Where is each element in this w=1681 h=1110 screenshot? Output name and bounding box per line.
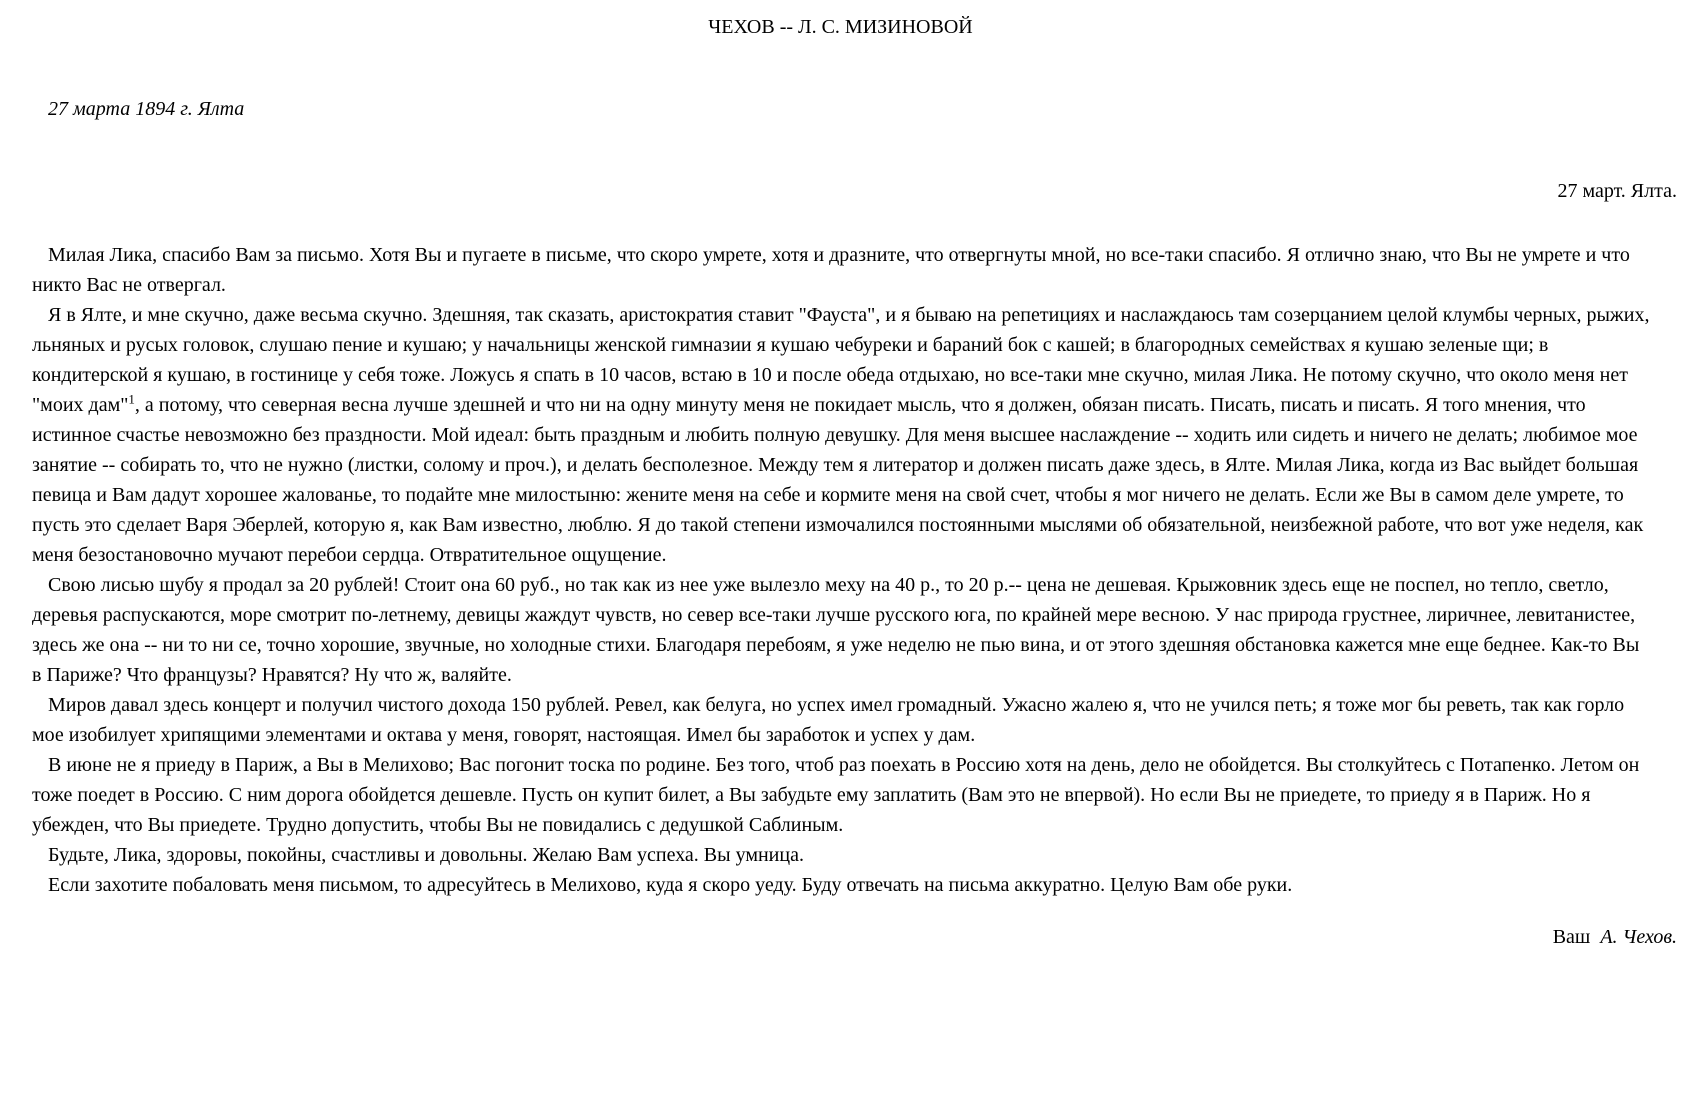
signature-name: А. Чехов.	[1600, 926, 1677, 948]
paragraph-1	[32, 240, 1653, 300]
paragraph-4: Миров давал здесь концерт и получил чистого дохода 150 рублей. Ревел, как белуга, но успех имел громадный. Ужасно жалею я, что не учился петь; я тоже мог бы реветь, так как горло мое изобилует хрипящими элементами и октава у меня, говорят, настоящая. Имел бы заработок и успех у дам.	[32, 694, 1625, 746]
page-title: ЧЕХОВ -- Л. С. МИЗИНОВОЙ	[708, 16, 973, 38]
signature-prefix: Ваш	[1552, 926, 1591, 948]
paragraph-3: Свою лисью шубу я продал за 20 рублей! Стоит она 60 руб., но так как из нее уже вылезло меху на 40 р., то 20 р.-- цена не дешевая. Крыжовник здесь еще не поспел, но тепло, светло, деревья распускаются, море смотрит по-летнему, девицы жаждут чувств, но север все-таки лучше русского юга, по крайней мере весною. У нас природа грустнее, лиричнее, левитанистее, здесь же она -- ни то ни се, точно хорошие, звучные, но холодные стихи. Благодаря перебоям, я уже неделю не пью вина, и от этого здешняя обстановка кажется мне еще беднее. Как-то Вы в Париже? Что французы? Нравятся? Ну что ж, валяйте.	[32, 574, 1640, 686]
dateline-written: 27 марта 1894 г. Ялта	[48, 98, 245, 120]
footnote-marker: 1	[128, 391, 135, 407]
paragraph-2	[32, 300, 1653, 570]
paragraph-2-text-before-footnote: Я в Ялте, и мне скучно, даже весьма скучно. Здешняя, так сказать, аристократия ставит "Фауста", и я бываю на репетициях и наслаждаюсь там созерцанием целой клумбы черных, рыжих, льняных и русых головок, слушаю пение и кушаю; у начальницы женской гимназии я кушаю чебуреки и бараний бок с кашей; в благородных семействах я кушаю зеленые щи; в кондитерской я кушаю, в гостинице у себя тоже. Ложусь я спать в 10 часов, встаю в 10 и после обеда отдыхаю, но все-таки мне скучно, милая Лика. Не потому скучно, что около меня нет "моих дам"	[32, 304, 1650, 416]
signature	[0, 922, 1677, 952]
paragraph-2-text-after-footnote: , а потому, что северная весна лучше здешней и что ни на одну минуту меня не покидает мысль, что я должен, обязан писать. Писать, писать и писать. Я того мнения, что истинное счастье невозможно без праздности. Мой идеал: быть праздным и любить полную девушку. Для меня высшее наслаждение -- ходить или сидеть и ничего не делать; любимое мое занятие -- собирать то, что не нужно (листки, солому и проч.), и делать бесполезное. Между тем я литератор и должен писать даже здесь, в Ялте. Милая Лика, когда из Вас выйдет большая певица и Вам дадут хорошее жалованье, то подайте мне милостыню: жените меня на себе и кормите меня на свой счет, чтобы я мог ничего не делать. Если же Вы в самом деле умрете, то пусть это сделает Варя Эберлей, которую я, как Вам известно, люблю. Я до такой степени измочалился постоянными мыслями об обязательной, неизбежной работе, что вот уже неделя, как меня безостановочно мучают перебои сердца. Отвратительное ощущение.	[32, 394, 1644, 566]
paragraph-6: Будьте, Лика, здоровы, покойны, счастливы и довольны. Желаю Вам успеха. Вы умница.	[48, 844, 804, 866]
paragraph-7: Если захотите побаловать меня письмом, то адресуйтесь в Мелихово, куда я скоро уеду. Буду отвечать на письма аккуратно. Целую Вам обе руки.	[48, 874, 1293, 896]
letter-body	[32, 240, 1653, 900]
paragraph-1-text: Милая Лика, спасибо Вам за письмо. Хотя Вы и пугаете в письме, что скоро умрете, хотя и дразните, что отвергнуты мной, но все-таки спасибо. Я отлично знаю, что Вы не умрете и что никто Вас не отвергал.	[32, 244, 1630, 296]
dateline-right: 27 март. Ялта.	[1557, 180, 1677, 202]
paragraph-5: В июне не я приеду в Париж, а Вы в Мелихово; Вас погонит тоска по родине. Без того, чтоб раз поехать в Россию хотя на день, дело не обойдется. Вы столкуйтесь с Потапенко. Летом он тоже поедет в Россию. С ним дорога обойдется дешевле. Пусть он купит билет, а Вы забудьте ему заплатить (Вам это не впервой). Но если Вы не приедете, то приеду я в Париж. Но я убежден, что Вы приедете. Трудно допустить, чтобы Вы не повидались с дедушкой Саблиным.	[32, 754, 1640, 836]
